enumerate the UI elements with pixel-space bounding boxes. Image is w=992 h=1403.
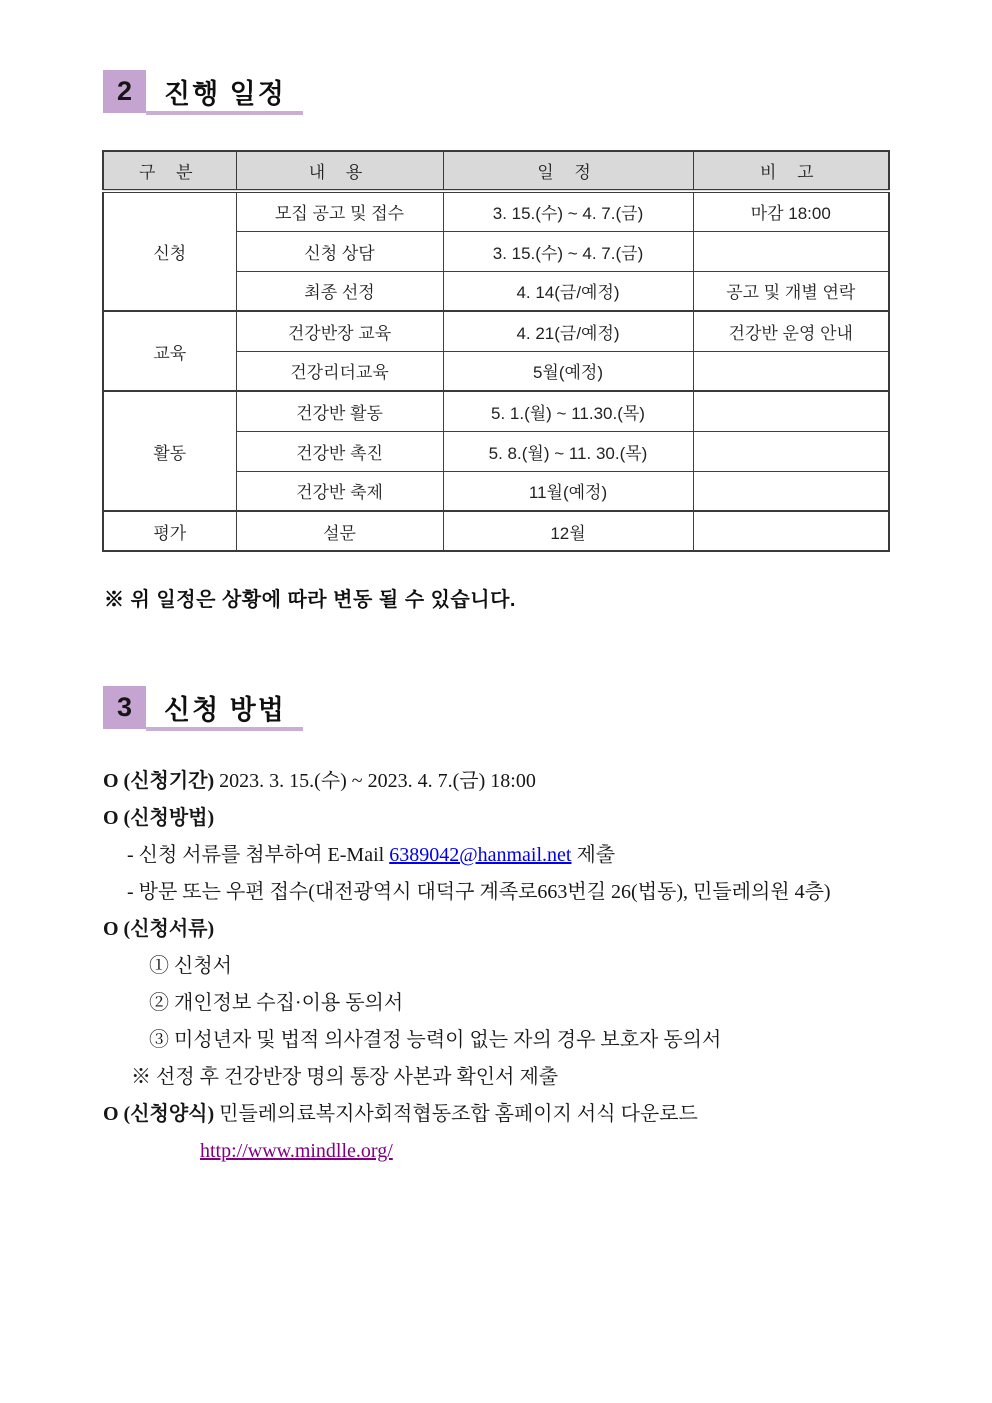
schedule-cell: 5. 8.(월) ~ 11. 30.(목) bbox=[443, 431, 693, 471]
schedule-cell: 12월 bbox=[443, 511, 693, 551]
method-email-text-post: 제출 bbox=[571, 844, 616, 866]
content-cell: 건강리더교육 bbox=[236, 351, 443, 391]
col-header-schedule: 일 정 bbox=[443, 151, 693, 191]
note-cell: 건강반 운영 안내 bbox=[693, 311, 889, 351]
docs-item-3: ③ 미성년자 및 법적 의사결정 능력이 없는 자의 경우 보호자 동의서 bbox=[149, 1029, 722, 1051]
note-cell: 마감 18:00 bbox=[693, 191, 889, 231]
section3-number-badge: 3 bbox=[103, 686, 146, 729]
group-cell: 교육 bbox=[103, 311, 236, 391]
schedule-table bbox=[102, 150, 890, 552]
email-link[interactable]: 6389042@hanmail.net bbox=[389, 844, 572, 866]
application-docs-label: O (신청서류) bbox=[103, 918, 215, 940]
method-email-text-pre: - 신청 서류를 첨부하여 E-Mail bbox=[127, 844, 390, 866]
application-form-line bbox=[103, 1096, 923, 1133]
application-period-label: O (신청기간) bbox=[103, 770, 215, 792]
application-form-label: O (신청양식) bbox=[103, 1103, 215, 1125]
content-cell: 건강반 촉진 bbox=[236, 431, 443, 471]
content-cell: 건강반장 교육 bbox=[236, 311, 443, 351]
note-cell bbox=[693, 351, 889, 391]
table-row bbox=[103, 311, 889, 351]
group-cell: 신청 bbox=[103, 191, 236, 311]
content-cell: 건강반 활동 bbox=[236, 391, 443, 431]
group-cell: 활동 bbox=[103, 391, 236, 511]
application-form-url-line bbox=[103, 1133, 923, 1170]
section2-number-badge: 2 bbox=[103, 70, 146, 113]
group-cell: 평가 bbox=[103, 511, 236, 551]
application-form-value: 민들레의료복지사회적협동조합 홈페이지 서식 다운로드 bbox=[214, 1103, 698, 1125]
table-row bbox=[103, 511, 889, 551]
docs-item-1: ① 신청서 bbox=[149, 955, 232, 977]
note-cell: 공고 및 개별 연락 bbox=[693, 271, 889, 311]
application-period-line bbox=[103, 763, 923, 800]
application-period-value: 2023. 3. 15.(수) ~ 2023. 4. 7.(금) 18:00 bbox=[214, 770, 536, 792]
note-cell bbox=[693, 431, 889, 471]
note-cell bbox=[693, 391, 889, 431]
schedule-cell: 5월(예정) bbox=[443, 351, 693, 391]
schedule-cell: 3. 15.(수) ~ 4. 7.(금) bbox=[443, 191, 693, 231]
content-cell: 건강반 축제 bbox=[236, 471, 443, 511]
docs-note-line: ※ 선정 후 건강반장 명의 통장 사본과 확인서 제출 bbox=[131, 1066, 559, 1088]
section2-title: 진행 일정 bbox=[164, 79, 286, 109]
section3-underline bbox=[146, 727, 303, 731]
col-header-category: 구 분 bbox=[103, 151, 236, 191]
section2-header bbox=[103, 70, 286, 113]
section2-underline bbox=[146, 111, 303, 115]
note-cell bbox=[693, 231, 889, 271]
table-row bbox=[103, 191, 889, 231]
application-method-email-line bbox=[103, 837, 923, 874]
content-cell: 신청 상담 bbox=[236, 231, 443, 271]
schedule-cell: 4. 14(금/예정) bbox=[443, 271, 693, 311]
docs-item-2: ② 개인정보 수집·이용 동의서 bbox=[149, 992, 404, 1014]
schedule-cell: 3. 15.(수) ~ 4. 7.(금) bbox=[443, 231, 693, 271]
content-cell: 설문 bbox=[236, 511, 443, 551]
schedule-cell: 5. 1.(월) ~ 11.30.(목) bbox=[443, 391, 693, 431]
note-cell bbox=[693, 511, 889, 551]
note-cell bbox=[693, 471, 889, 511]
homepage-url-link[interactable]: http://www.mindlle.org/ bbox=[200, 1140, 393, 1162]
col-header-note: 비 고 bbox=[693, 151, 889, 191]
schedule-cell: 11월(예정) bbox=[443, 471, 693, 511]
section3-header bbox=[103, 686, 286, 729]
table-header-row bbox=[103, 151, 889, 191]
content-cell: 모집 공고 및 접수 bbox=[236, 191, 443, 231]
table-row bbox=[103, 391, 889, 431]
application-info-block bbox=[103, 763, 923, 1170]
section3-title: 신청 방법 bbox=[164, 695, 286, 725]
application-method-label-line bbox=[103, 800, 923, 837]
application-method-visit-line: - 방문 또는 우편 접수(대전광역시 대덕구 계족로663번길 26(법동), 민들레의원 4층) bbox=[127, 881, 831, 903]
content-cell: 최종 선정 bbox=[236, 271, 443, 311]
schedule-cell: 4. 21(금/예정) bbox=[443, 311, 693, 351]
schedule-change-note: ※ 위 일정은 상황에 따라 변동 될 수 있습니다. bbox=[104, 589, 516, 611]
application-docs-label-line bbox=[103, 911, 923, 948]
col-header-content: 내 용 bbox=[236, 151, 443, 191]
application-method-label: O (신청방법) bbox=[103, 807, 215, 829]
